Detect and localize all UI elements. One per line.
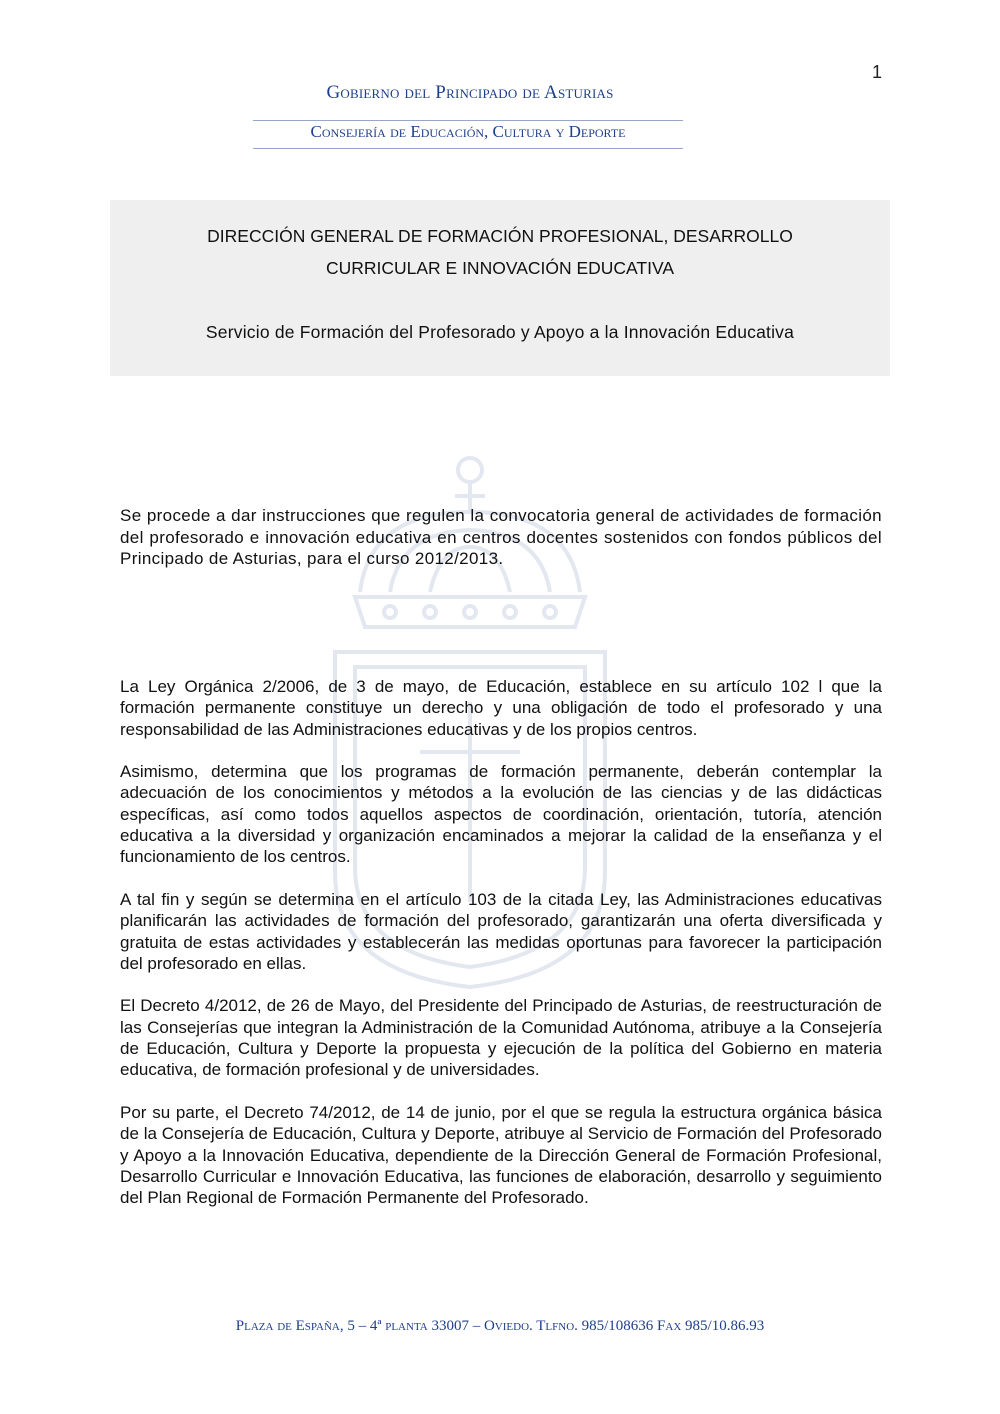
body-text: [120, 676, 882, 1230]
intro-paragraph: Se procede a dar instrucciones que regulen la convocatoria general de actividades de formación del profesorado e innovación educativa en centros docentes sostenidos con fondos públicos del Principado de Asturias, para el curso 2012/2013.: [120, 506, 882, 568]
direction-title-line1: DIRECCIÓN GENERAL DE FORMACIÓN PROFESIONAL, DESARROLLO: [207, 226, 793, 246]
paragraph-decreto-74-2012: Por su parte, el Decreto 74/2012, de 14 de junio, por el que se regula la estructura orgánica básica de la Consejería de Educación, Cultura y Deporte, atribuye al Servicio de Formación del Profesorado y Apoyo a la Innovación Educativa, dependiente de la Dirección General de Formación Profesional, Desarrollo Curricular e Innovación Educativa, las funciones de elaboración, desarrollo y seguimiento del Plan Regional de Formación Permanente del Profesorado.: [120, 1102, 882, 1208]
header-rule-bottom: [253, 148, 683, 149]
direction-title-line2: CURRICULAR E INNOVACIÓN EDUCATIVA: [325, 258, 675, 278]
page-number: 1: [871, 62, 882, 82]
paragraph-asimismo: Asimismo, determina que los programas de formación permanente, deberán contemplar la adecuación de los conocimientos y métodos a la evolución de las ciencias y de las didácticas específicas, así como todos aquellos aspectos de coordinación, orientación, tutoría, atención educativa a la diversidad y organización encaminados a mejorar la calidad de la enseñanza y el funcionamiento de los centros.: [120, 762, 882, 867]
footer-address: Plaza de España, 5 – 4ª planta 33007 – Oviedo. Tlfno. 985/108636 Fax 985/10.86.93: [235, 1318, 765, 1334]
government-header: Gobierno del Principado de Asturias: [326, 82, 614, 103]
paragraph-ley-organica: La Ley Orgánica 2/2006, de 3 de mayo, de Educación, establece en su artículo 102 l que la formación permanente constituye un derecho y una obligación de todo el profesorado y una responsabilidad de las Administraciones educativas y de los propios centros.: [120, 677, 882, 739]
service-title: Servicio de Formación del Profesorado y Apoyo a la Innovación Educativa: [205, 322, 795, 342]
header-rule-top: [253, 120, 683, 121]
paragraph-decreto-4-2012: El Decreto 4/2012, de 26 de Mayo, del Presidente del Principado de Asturias, de reestructuración de las Consejerías que integran la Administración de la Comunidad Autónoma, atribuye a la Consejería de Educación, Cultura y Deporte la propuesta y ejecución de la política del Gobierno en materia educativa, de formación profesional y de universidades.: [120, 996, 882, 1080]
department-header: Consejería de Educación, Cultura y Deporte: [310, 122, 626, 141]
direction-title: [110, 220, 890, 284]
paragraph-a-tal-fin: A tal fin y según se determina en el artículo 103 de la citada Ley, las Administraciones educativas planificarán las actividades de formación del profesorado, garantizarán una oferta diversificada y gratuita de estas actividades y establecerán las medidas oportunas para favorecer la participación del profesorado en ellas.: [120, 889, 882, 973]
